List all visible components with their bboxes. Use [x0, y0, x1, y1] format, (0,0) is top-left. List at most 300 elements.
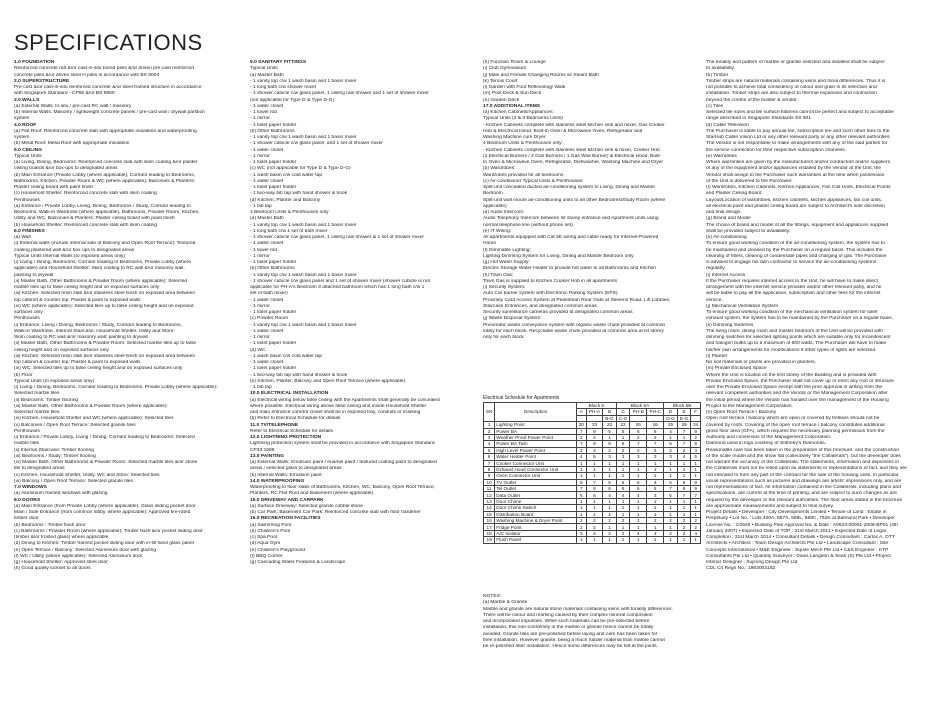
- col3-line: Washing Machine cum Dryer: [483, 135, 546, 140]
- col2-line: - 1 toilet paper holder: [250, 260, 297, 265]
- col4-line: StarHub Cable Vision Ltd or any other relevant party or any other relevant authorities.: [706, 135, 891, 140]
- schedule-cell: 2: [691, 434, 701, 440]
- col1-line: Reinforced concrete raft &/or cast-in-situ bored piles &/or driven pre-cast reinforced: [14, 66, 194, 72]
- schedule-cell: 2: [677, 524, 690, 530]
- schedule-cell: 3: [484, 434, 495, 440]
- schedule-cell: 1: [586, 537, 603, 543]
- schedule-cell: Door Chime Switch: [495, 505, 577, 511]
- col4-line: The Vendor is not responsible to make arrangements with any of the said parties for: [706, 141, 888, 147]
- schedule-cell: 1: [603, 460, 616, 466]
- col2-line: (c) WC (not applicable for Type D & Type D-G): [250, 166, 351, 172]
- col1-line: marble tiles: [14, 441, 40, 447]
- col1-line: Selected marble tiles: [14, 410, 60, 415]
- schedule-cell: 3: [691, 447, 701, 453]
- schedule-cell: 7: [576, 486, 586, 492]
- col1-line: (ii) Bedrooms: Timber flooring: [14, 397, 79, 403]
- schedule-cell: 1: [647, 460, 664, 466]
- col1-line: (a) Wall: [14, 235, 31, 240]
- schedule-cell: 6: [576, 492, 586, 498]
- schedule-cell: Water Heater Point: [495, 454, 577, 460]
- col4-line: of any of the equipment and/or appliances installed by the Vendor at the Unit, the: [706, 166, 882, 172]
- col2-line: - 1 water closet: [250, 178, 284, 184]
- schedule-cell: 2: [647, 447, 664, 453]
- schedule-cell: 1: [576, 511, 586, 517]
- schedule-cell: 3: [576, 530, 586, 536]
- col1-line: timber door: [14, 516, 39, 522]
- schedule-cell: Oven Connector Unit: [495, 473, 577, 479]
- col2-line: - 1 towel rod: [250, 247, 277, 253]
- schedule-cell: Power BA Twin: [495, 441, 577, 447]
- col1-line: Selected marble tiles: [14, 391, 60, 397]
- schedule-cell: 8: [586, 486, 603, 492]
- schedule-cell: 5: [603, 479, 616, 485]
- col2-line: Planters, RC Flat Roof and Basement (where applicable): [250, 491, 374, 497]
- col2-line: (a) External Walls: Emulsion paint / enamel paint / textured coating paint to designated: [250, 460, 437, 465]
- col3-line: Pneumatic waste conveyance system with organic waste chute provided at common: [483, 322, 666, 328]
- schedule-cell: 1: [586, 498, 603, 504]
- schedule-cell: 4: [647, 479, 664, 485]
- schedule-cell: 5: [484, 447, 495, 453]
- col4-line: Open roof terrace / balcony which are open or covered by trellises should not be: [706, 416, 880, 422]
- col4-line: Layout/Location of wardrobes, kitchen cabinets, kitchen appliances, fan coil units,: [706, 197, 883, 203]
- col2-line: and main entrance corridor closet shall be in exposed tray, conduits or trunking: [250, 410, 421, 415]
- col4-line: the service connection for their respective subscription channels.: [706, 147, 846, 153]
- col4-line: The tonality and pattern of marble or granite selected and installed shall be subject: [706, 60, 885, 65]
- col1-line: (iii) Kitchen: Selected resin slab &/or stainless steel finish on exposed area between: [14, 291, 196, 297]
- schedule-cell: Cooker Connector Unit: [495, 460, 577, 466]
- col2-line: - 1 water closet: [250, 147, 284, 153]
- schedule-cell: 1: [630, 511, 647, 517]
- schedule-cell: 1: [647, 498, 664, 504]
- spec-column-1: [14, 60, 239, 573]
- schedule-cell: F: [691, 409, 701, 415]
- schedule-cell: Block 5: [576, 403, 616, 409]
- col1-line: (iv) WC (where applicable): Selected tiles up to false ceiling height and on exposed: [14, 303, 194, 309]
- schedule-cell: 4: [603, 492, 616, 498]
- col1-line: (iii) Kitchen: Selected resin slab &/or stainless steel finish on exposed area between: [14, 353, 196, 359]
- schedule-cell: 8: [677, 479, 690, 485]
- col1-line: system: [14, 135, 30, 140]
- schedule-cell: 1: [603, 511, 616, 517]
- col2-line: Typical Units: [250, 66, 278, 72]
- col2-line: (a) Swimming Pool: [250, 522, 292, 528]
- schedule-cell: 3: [664, 454, 678, 460]
- col1-line: (b) Floor: [14, 372, 33, 378]
- schedule-cell: 19: [484, 537, 495, 543]
- schedule-cell: 17: [484, 524, 495, 530]
- schedule-cell: 1: [691, 511, 701, 517]
- col1-line: concrete piles &/or driven steel H piles in accordance with BS 8004: [14, 72, 160, 78]
- col1-line: 1.0 FOUNDATION: [14, 60, 55, 65]
- col4-line: (i) Internet Access: [706, 272, 746, 278]
- col2-line: 10.0 ELECTRICAL INSTALLATION: [250, 391, 329, 397]
- col2-line: (c) Spa Pool: [250, 535, 277, 540]
- col2-line: - 1 long bath c/w shower mixer: [250, 85, 317, 90]
- schedule-cell: 1: [576, 505, 586, 511]
- col3-line: lobby for each block. Recyclable waste chute provided at common area at lst storey: [483, 328, 664, 334]
- schedule-cell: 2: [677, 447, 690, 453]
- col1-line: (i) Entrance / Private Lobby, Living / Dining, Corridor leading to Bedrooms: Selected: [14, 435, 195, 440]
- schedule-cell: 22: [616, 422, 630, 428]
- col1-line: Pre-cast &/or cast-in-situ reinforced concrete &/or steel framed structure in accordance: [14, 85, 202, 90]
- col4-line: is advised to engage his own contractor to service the air-conditioning systems: [706, 260, 877, 265]
- col4-line: cleaning of filters, clearing of condensate pipes and charging of gas. The Purchaser: [706, 253, 887, 259]
- schedule-cell: 4: [630, 530, 647, 536]
- schedule-cell: 1: [576, 498, 586, 504]
- schedule-cell: Distribution Board: [495, 511, 577, 517]
- col2-line: 14.0 WATERPROOFING: [250, 478, 305, 484]
- schedule-cell: 5: [603, 428, 616, 434]
- col2-line: - 1 two-way bib tap with hand shower & hook: [250, 191, 348, 197]
- schedule-cell: 2: [630, 518, 647, 524]
- col4-line: No soil materials or plants are provided in planters.: [706, 360, 817, 365]
- col4-line: License No. : C0926 • Building Plan Approval No. & Date : A0623-00001-2006-BP01 (4th: [706, 522, 899, 528]
- schedule-cell: 6: [484, 454, 495, 460]
- col2-line: (b) Car Park: Basement Car Park: Reinforced concrete slab with floor hardener: [250, 510, 421, 515]
- col1-line: (d) Dining to Kitchen: Timber framed pocket sliding door with in-fill fixed glass panel: [14, 541, 194, 547]
- schedule-cell: 3: [586, 447, 603, 453]
- col1-line: Typical Units: [14, 153, 42, 159]
- schedule-cell: 2: [630, 447, 647, 453]
- col1-line: (a) Entrance / Private Lobby, Living, Dining, Bedrooms / Study, Corridor leading to: [14, 203, 191, 209]
- schedule-cell: 5: [586, 454, 603, 460]
- col3-line: only for each block: [483, 335, 524, 340]
- schedule-cell: 1: [630, 466, 647, 472]
- col4-line: and halogen bulbs up to a maximum of 600 watts. The Purchaser will have to make: [706, 341, 887, 347]
- schedule-cell: 2: [576, 434, 586, 440]
- col1-line: 3.0 WALLS: [14, 97, 40, 103]
- col2-line: (b) Other Bathrooms: [250, 128, 295, 134]
- col1-line: Utility and WC, Balconies & Planters: Plaster ceiling board with paint finish: [14, 216, 175, 222]
- col3-line: In Oven & Microwave Oven, Refrigerator, Dishwasher, Washing Machine and Dryer: [483, 160, 664, 165]
- col2-line: - 1 shower cubicle c/w glass panel, and 1 set of shower mixer: [250, 141, 383, 147]
- schedule-cell: 1: [586, 505, 603, 511]
- col1-line: (a) Aluminium framed windows with glazing: [14, 491, 108, 497]
- schedule-cell: 5: [664, 441, 678, 447]
- col1-line: 2.0 SUPERSTRUCTURE: [14, 78, 70, 84]
- col4-line: (k) Dimming Switches: [706, 322, 754, 328]
- schedule-cell: 4: [691, 530, 701, 536]
- notes-line: be re-polished after installation. Hence some differences may be felt at the joints.: [483, 644, 658, 649]
- col2-line: (a) Master Bath: [250, 72, 284, 78]
- col1-line: 7.0 WINDOWS: [14, 485, 47, 490]
- col4-line: installation. Timber strips are also subject to thermal expansion and contraction: [706, 91, 877, 97]
- col1-line: (b) Metal Roof: Metal Roof with appropriate insulation: [14, 141, 130, 147]
- schedule-cell: 1: [576, 473, 586, 479]
- col1-line: (iv) WC: Selected tiles up to false ceiling height and on exposed surfaces only: [14, 366, 183, 372]
- col1-line: Typical Units Internal Walls (to exposed areas only): [14, 253, 125, 259]
- schedule-cell: 9: [586, 441, 603, 447]
- col4-line: (h) Air-conditioning: [706, 235, 747, 240]
- col1-line: top cabinet & counter top; Plaster & paint to exposed walls: [14, 297, 141, 303]
- col2-line: - 1 bib tap: [250, 203, 272, 209]
- col4-line: (j) Mechanical Ventilation System: [706, 303, 779, 309]
- col4-line: gross floor area (GFA), which requires the necessary planning permission from the: [706, 428, 885, 434]
- schedule-cell: 6: [647, 428, 664, 434]
- schedule-cell: Lighting Point: [495, 422, 577, 428]
- col1-line: (vi) Balcony / Open Roof Terrace: Selected granite tiles: [14, 478, 133, 484]
- schedule-cell: PH-C: [647, 409, 664, 415]
- schedule-cell: 1: [647, 511, 664, 517]
- col1-line: (ii) Internal Staircase: Timber flooring: [14, 447, 94, 453]
- col3-line: (a) Kitchen Cabinets/Appliances:: [483, 110, 554, 115]
- schedule-cell: 1: [647, 537, 664, 543]
- col1-line: (b) Bedrooms : Timber flush door: [14, 522, 86, 528]
- schedule-cell: 22: [603, 422, 616, 428]
- col1-line: (b) Internal Walls: Masonry / lightweight concrete panels / pre-cast wall / drywall partition: [14, 110, 205, 115]
- schedule-cell: 2: [677, 518, 690, 524]
- col4-line: (b) Timber: [706, 72, 729, 78]
- schedule-cell: 1: [677, 473, 690, 479]
- schedule-cell: 4: [664, 428, 678, 434]
- col2-line: - 1 toilet paper holder: [250, 310, 297, 315]
- col2-line: (f) BBQ Corner: [250, 553, 283, 559]
- schedule-cell: 8: [484, 466, 495, 472]
- table-row: [484, 537, 701, 543]
- schedule-cell: 1: [664, 511, 678, 517]
- col4-line: regularly.: [706, 266, 726, 272]
- col1-line: Skim coating to RC wall &/or masonry wall; painting to drywall: [14, 335, 148, 340]
- notes-line: their installation. However granite, being a much harder material than marble cannot: [483, 637, 665, 643]
- col4-line: not representations of fact. All information contained in the Collaterals, including plans and: [706, 485, 901, 490]
- col1-line: (b) Household Shelter: Reinforced concrete slab with skim coating: [14, 222, 157, 228]
- schedule-caption: Electrical Schedule for Apartments: [483, 395, 560, 401]
- schedule-cell: 1: [664, 498, 678, 504]
- col3-line: applicable): [483, 203, 507, 209]
- col2-line: - 1 shower cubicle c/w glass panel and 1 set of shower mixer (shower cubicle is not: [250, 278, 430, 284]
- schedule-cell: D: [664, 409, 678, 415]
- schedule-cell: 5: [664, 492, 678, 498]
- schedule-cell: 1: [630, 524, 647, 530]
- schedule-cell: 15: [484, 511, 495, 517]
- schedule-cell: 2: [603, 530, 616, 536]
- col2-line: (e) Kitchen, Planter, Balcony and Open Roof Terrace (where applicable): [250, 378, 406, 384]
- schedule-cell: 1: [630, 473, 647, 479]
- col1-line: coating plastered wall &/or box ups to designated areas: [14, 247, 135, 253]
- col2-line: set of bath mixer): [250, 291, 288, 297]
- schedule-cell: 2: [630, 434, 647, 440]
- col3-line: (h) Town Gas:: [483, 272, 514, 278]
- col4-line: exhaust system, the system has to be maintained by the Purchaser on a regular basis.: [706, 316, 894, 322]
- col1-line: Penthouses: [14, 197, 40, 203]
- col1-line: 4.0 ROOF: [14, 122, 37, 128]
- col2-line: (c) Powder Room: [250, 316, 289, 322]
- col2-line: 4 Bedroom Units & Penthouses only: [250, 210, 329, 215]
- col2-line: Waterproofing to floor slabs of Bathrooms, Kitchen, WC, Balcony, Open Roof Terrace,: [250, 485, 436, 490]
- schedule-cell: 1: [677, 537, 690, 543]
- page-title: SPECIFICATIONS: [14, 30, 203, 55]
- col4-line: Vendor shall assign to the Purchaser such warranties at the time when possession: [706, 172, 885, 178]
- col4-line: Timber strips are natural materials containing veins and tonal differences. Thus it is: [706, 78, 886, 84]
- col2-line: - 1 mirror: [250, 116, 270, 122]
- col2-line: - 1 two-way bib tap with hand shower & hook: [250, 372, 348, 378]
- schedule-cell: 18: [484, 530, 495, 536]
- schedule-cell: 7: [664, 486, 678, 492]
- schedule-cell: Washing Machine & Dryer Point: [495, 518, 577, 524]
- col2-line: (a) Surface Driveway: Selected granite cobble stone: [250, 503, 363, 509]
- col4-line: be maintained and cleaned by the Purchaser on a regular basis. This includes the: [706, 247, 883, 253]
- col2-line: (b) Other Bathrooms: [250, 266, 295, 272]
- schedule-cell: 1: [691, 466, 701, 472]
- schedule-cell: 4: [630, 492, 647, 498]
- schedule-cell: 2: [664, 447, 678, 453]
- col4-line: (m) Private Enclosed Space: [706, 366, 767, 372]
- schedule-cell: 14: [484, 505, 495, 511]
- col4-line: To ensure good working condition of the mechanical ventilation system for toilet: [706, 310, 878, 315]
- schedule-cell: Exhaust Hood Connector Unit: [495, 466, 577, 472]
- col2-line: - 1 shower cubicle c/w glass panel, 1 ceiling rain shower & 1 set of shower mixer: [250, 235, 424, 240]
- col1-line: (ii) Master Bath, Other Bathrooms & Powder Room: Selected marble tiles up to false: [14, 341, 197, 347]
- col2-line: - 1 mirror: [250, 253, 270, 259]
- col2-line: 12.0 LIGHTNING PROTECTION: [250, 435, 322, 440]
- schedule-cell: E: [677, 409, 690, 415]
- col1-line: ceiling boards &/or box-ups to designated areas: [14, 166, 118, 172]
- col3-line: (d) Audio Intercom:: [483, 210, 525, 215]
- col4-line: arrangement with the internet service provider and/or other relevant party, and he: [706, 285, 882, 290]
- schedule-cell: 1: [647, 524, 664, 530]
- col2-line: (d) WC: [250, 347, 266, 353]
- col4-line: Private Enclosed Space, the Purchaser shall not cover up or erect any roof or structure: [706, 378, 894, 384]
- col2-line: (not applicable for Type D & Type D-G): [250, 97, 335, 103]
- col1-line: (f) WC / Utility (where applicable): Selected Aluminium door: [14, 553, 143, 559]
- col1-line: surfaces only: [14, 310, 43, 315]
- col3-line: (m) Pool Deck & Sun Deck: [483, 91, 542, 97]
- col2-line: - 1 water closet: [250, 328, 284, 334]
- schedule-cell: SN: [484, 403, 495, 422]
- col4-line: Selected tile sizes and tile surface flatness cannot be perfect and subject to acceptable: [706, 110, 894, 115]
- schedule-cell: 5: [616, 428, 630, 434]
- col4-line: not possible to achieve total consistency of colour and grain in its selection and: [706, 85, 877, 90]
- schedule-cell: Weather Proof Power Point: [495, 434, 577, 440]
- schedule-cell: 4: [616, 492, 630, 498]
- col2-line: - 1 wash basin c/w cold water tap: [250, 172, 323, 178]
- col4-line: Concepts International • M&E Engineer : Squire Mech Pte Ltd • C&S Engineer : KTP: [706, 547, 889, 553]
- col2-line: (e) Children's Playground: [250, 547, 306, 553]
- schedule-cell: 1: [586, 473, 603, 479]
- col4-line: (d) Cable Television: [706, 122, 749, 128]
- col1-line: (iv) Kitchen, Household Shelter and WC (where applicable): Selected tiles: [14, 416, 174, 422]
- schedule-cell: 25: [664, 422, 678, 428]
- schedule-cell: 33: [586, 422, 603, 428]
- schedule-cell: 1: [677, 511, 690, 517]
- col4-line: CDL Co Regn No.: 196300316Z: [706, 566, 776, 572]
- col1-line: (v) Balconies / Open Roof Terrace: Selected granite tiles: [14, 422, 136, 428]
- col1-line: Typical Units (to exposed areas only): [14, 378, 95, 384]
- col4-line: The Purchaser is liable to pay annual fee, subscription fee and such other fees to the: [706, 128, 890, 134]
- col3-line: Lighting Dimming System for Living, Dining and Master Bedroom only: [483, 253, 634, 259]
- schedule-cell: 4: [677, 454, 690, 460]
- schedule-cell: 12: [484, 492, 495, 498]
- col2-line: Refer to Electrical Schedule for details: [250, 428, 333, 434]
- schedule-cell: 1: [664, 505, 678, 511]
- col4-line: specifications, are current at the time of printing, and are subject to such changes as are: [706, 491, 897, 497]
- schedule-cell: B-G: [603, 415, 616, 421]
- col3-line: (2 Electrical Burners / 2 Gas Burners / 1 Gas Wok Burner) & Electrical Hood, Built-: [483, 153, 662, 159]
- schedule-cell: PH-B: [630, 409, 647, 415]
- col3-line: Typical Units (2 & 3 Bedrooms Units): [483, 116, 563, 122]
- col4-line: (f) Wardrobes, Kitchen Cabinets, Kitchen Appliances, Fan Coil Units, Electrical Points: [706, 185, 891, 190]
- col3-line: Staircase Entrances, and designated common areas: [483, 303, 597, 309]
- col2-line: (d) Kitchen, Planter and Balcony: [250, 197, 321, 203]
- col3-line: - Kitchen Cabinets complete with stainless steel kitchen sink and mixer, Gas Cooker: [483, 122, 665, 128]
- col4-line: dimming switches for selected lighting points which are suitable only for incandescent: [706, 335, 891, 340]
- schedule-cell: 1: [664, 524, 678, 530]
- schedule-cell: 2: [616, 447, 630, 453]
- col1-line: top cabinet & counter top; Plaster & paint to exposed walls: [14, 360, 141, 365]
- col2-line: - 1 toilet paper holder: [250, 185, 297, 190]
- col4-line: beyond the control of the builder & vendor.: [706, 97, 798, 103]
- schedule-cell: Flush Panel: [495, 537, 577, 543]
- col4-line: (n) Open Roof Terrace / Balcony: [706, 410, 777, 415]
- schedule-cell: 9: [691, 428, 701, 434]
- col3-line: (j) Waste Disposal System:: [483, 316, 542, 322]
- col2-line: - 1 wash basin c/w cold water tap: [250, 353, 323, 359]
- schedule-cell: 1: [616, 537, 630, 543]
- col1-line: (iii) Master Bath, Other Bathrooms & Powder Room (where applicable):: [14, 403, 168, 409]
- col2-line: (d) Aqua Gym: [250, 541, 281, 547]
- col2-line: - 1 water closet: [250, 360, 284, 365]
- col4-line: of the Unit is delivered to the Purchaser.: [706, 178, 793, 184]
- col3-line: Security surveillance cameras provided at designated common areas: [483, 310, 633, 315]
- schedule-cell: 6: [616, 486, 630, 492]
- schedule-cell: 34: [691, 422, 701, 428]
- schedule-cell: 1: [677, 460, 690, 466]
- col3-line: (l) Garden with Foot Reflexology Walk: [483, 85, 566, 90]
- schedule-cell: 2: [647, 434, 664, 440]
- schedule-cell: 2: [484, 428, 495, 434]
- schedule-cell: 9: [586, 428, 603, 434]
- col1-line: (g) Household Shelter: Approved steel door: [14, 560, 108, 565]
- col1-line: (i) Living / Dining, Bedrooms, Corridor leading to Bedrooms, Private Lobby (where: [14, 260, 191, 265]
- schedule-cell: 1: [691, 498, 701, 504]
- col4-line: Where warranties are given by the manufacturers and/or contractors and/or suppliers: [706, 160, 891, 165]
- schedule-cell: 2: [616, 530, 630, 536]
- col1-line: system: [14, 116, 30, 122]
- schedule-cell: 7: [576, 441, 586, 447]
- col4-line: the initial period where the Vendor has handed over the management of the Housing: [706, 397, 889, 403]
- schedule-cell: 1: [691, 460, 701, 466]
- col3-line: (g) Hot Water Supply:: [483, 260, 530, 265]
- schedule-cell: 9: [484, 473, 495, 479]
- schedule-cell: E-G: [677, 415, 690, 421]
- schedule-cell: 1: [630, 460, 647, 466]
- col4-line: Project Details • Developer : City Developments Limited • Tenure of Land : Estate in: [706, 510, 887, 515]
- col1-line: (iv) Master Bath, Other Bathrooms & Powder Room: Selected marble tiles &/or stone: [14, 460, 198, 465]
- schedule-cell: 1: [616, 473, 630, 479]
- schedule-cell: 2: [664, 518, 678, 524]
- col3-line: (b) Wardrobes:: [483, 166, 516, 172]
- col3-line: 17.0 ADDITIONAL ITEMS: [483, 103, 541, 109]
- schedule-cell: 9: [691, 441, 701, 447]
- notes-line: There will be colour and marking caused by their complex mineral composition: [483, 612, 653, 618]
- col2-line: 13.0 PAINTING: [250, 453, 284, 459]
- schedule-cell: 1: [691, 473, 701, 479]
- schedule-cell: 1: [664, 537, 678, 543]
- schedule-cell: D-G: [664, 415, 678, 421]
- col4-line: (e) Warranties: [706, 153, 737, 159]
- col4-line: his/her own arrangements for modifications if other types of lights are selected.: [706, 347, 877, 353]
- col2-line: (b) Children's Pool: [250, 528, 291, 534]
- col3-line: (h) Function Room & Lounge: [483, 60, 546, 65]
- col1-line: (e) Open Terrace / Balcony: Selected Aluminium door with glazing: [14, 547, 157, 553]
- spec-column-4: [706, 60, 932, 573]
- col1-line: marble tiles up to false ceiling height and on exposed surfaces only: [14, 285, 160, 290]
- spec-column-2: [250, 60, 475, 566]
- schedule-cell: 9: [677, 486, 690, 492]
- schedule-cell: 1: [484, 422, 495, 428]
- notes-line: NOTES:: [483, 594, 502, 599]
- col2-line: - 1 mirror: [250, 303, 270, 309]
